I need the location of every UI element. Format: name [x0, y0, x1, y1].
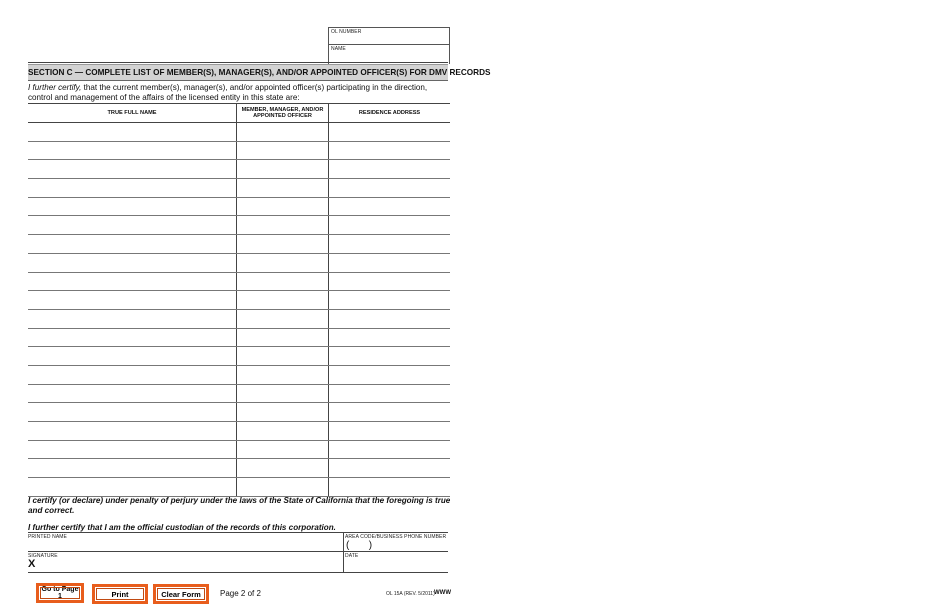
form-www: WWW: [434, 590, 451, 596]
true-full-name-cell[interactable]: [28, 272, 237, 291]
col-member-manager-officer: MEMBER, MANAGER, AND/OR APPOINTED OFFICER: [237, 104, 329, 123]
residence-address-cell[interactable]: [329, 403, 451, 422]
true-full-name-cell[interactable]: [28, 291, 237, 310]
member-role-cell[interactable]: [237, 197, 329, 216]
table-row: [28, 272, 450, 291]
table-row: [28, 160, 450, 179]
table-row: [28, 291, 450, 310]
section-c-title-bar: [28, 65, 491, 81]
signature-x-mark: X: [28, 558, 36, 570]
table-row: [28, 403, 450, 422]
member-role-cell[interactable]: [237, 309, 329, 328]
residence-address-cell[interactable]: [329, 253, 451, 272]
true-full-name-cell[interactable]: [28, 365, 237, 384]
col-true-full-name: TRUE FULL NAME: [28, 104, 237, 123]
member-role-cell[interactable]: [237, 478, 329, 497]
custodian-statement: I further certify that I am the official custodian of the records of this corporation.: [28, 523, 336, 532]
member-role-cell[interactable]: [237, 459, 329, 478]
residence-address-cell[interactable]: [329, 272, 451, 291]
member-role-cell[interactable]: [237, 272, 329, 291]
member-role-cell[interactable]: [237, 440, 329, 459]
intro-text: that the current member(s), manager(s), and/or appointed officer(s) participating in the direction, control and management of the affairs of the licensed entity in this state are:: [28, 83, 428, 102]
table-row: [28, 459, 450, 478]
member-role-cell[interactable]: [237, 403, 329, 422]
table-row: [28, 478, 450, 497]
member-role-cell[interactable]: [237, 141, 329, 160]
true-full-name-cell[interactable]: [28, 253, 237, 272]
member-role-cell[interactable]: [237, 216, 329, 235]
intro-paragraph: [28, 83, 450, 102]
true-full-name-cell[interactable]: [28, 179, 237, 198]
residence-address-cell[interactable]: [329, 384, 451, 403]
print-button[interactable]: Print: [92, 584, 148, 604]
true-full-name-cell[interactable]: [28, 347, 237, 366]
page-indicator: Page 2 of 2: [220, 589, 261, 598]
member-role-cell[interactable]: [237, 160, 329, 179]
true-full-name-cell[interactable]: [28, 216, 237, 235]
table-row: [28, 179, 450, 198]
true-full-name-cell[interactable]: [28, 123, 237, 142]
phone-label: AREA CODE/BUSINESS PHONE NUMBER: [345, 534, 447, 540]
table-row: [28, 253, 450, 272]
signature-label: SIGNATURE: [28, 553, 58, 559]
residence-address-cell[interactable]: [329, 123, 451, 142]
signature-block: [28, 532, 448, 573]
members-table: [28, 103, 450, 497]
ol-number-label: OL NUMBER: [331, 29, 362, 35]
true-full-name-cell[interactable]: [28, 459, 237, 478]
intro-italic: I further certify,: [28, 83, 82, 92]
member-role-cell[interactable]: [237, 291, 329, 310]
residence-address-cell[interactable]: [329, 160, 451, 179]
table-row: [28, 216, 450, 235]
member-role-cell[interactable]: [237, 253, 329, 272]
table-row: [28, 384, 450, 403]
residence-address-cell[interactable]: [329, 365, 451, 384]
table-header-row: [28, 104, 450, 123]
date-label: DATE: [345, 553, 359, 559]
residence-address-cell[interactable]: [329, 179, 451, 198]
true-full-name-cell[interactable]: [28, 422, 237, 441]
form-id: OL 15A (REV. 5/2011): [386, 591, 435, 597]
signature-field[interactable]: [28, 552, 343, 572]
true-full-name-cell[interactable]: [28, 197, 237, 216]
table-row: [28, 309, 450, 328]
table-row: [28, 197, 450, 216]
printed-name-field[interactable]: [28, 533, 343, 551]
table-row: [28, 422, 450, 441]
table-row: [28, 235, 450, 254]
date-field[interactable]: [344, 552, 448, 572]
member-role-cell[interactable]: [237, 365, 329, 384]
true-full-name-cell[interactable]: [28, 141, 237, 160]
residence-address-cell[interactable]: [329, 440, 451, 459]
table-row: [28, 141, 450, 160]
clear-form-button[interactable]: Clear Form: [153, 584, 209, 604]
printed-name-label: PRINTED NAME: [28, 534, 67, 540]
true-full-name-cell[interactable]: [28, 403, 237, 422]
member-role-cell[interactable]: [237, 235, 329, 254]
true-full-name-cell[interactable]: [28, 478, 237, 497]
true-full-name-cell[interactable]: [28, 160, 237, 179]
residence-address-cell[interactable]: [329, 291, 451, 310]
residence-address-cell[interactable]: [329, 141, 451, 160]
true-full-name-cell[interactable]: [28, 235, 237, 254]
section-c-title: SECTION C — COMPLETE LIST OF MEMBER(S), MANAGER(S), AND/OR APPOINTED OFFICER(S) FOR DMV RECORDS: [28, 68, 491, 77]
true-full-name-cell[interactable]: [28, 440, 237, 459]
residence-address-cell[interactable]: [329, 309, 451, 328]
member-role-cell[interactable]: [237, 347, 329, 366]
table-row: [28, 123, 450, 142]
header-divider: [28, 62, 448, 63]
true-full-name-cell[interactable]: [28, 309, 237, 328]
go-to-page-1-button[interactable]: Go to Page 1: [36, 583, 84, 603]
table-row: [28, 440, 450, 459]
col-residence-address: RESIDENCE ADDRESS: [329, 104, 451, 123]
true-full-name-cell[interactable]: [28, 328, 237, 347]
residence-address-cell[interactable]: [329, 459, 451, 478]
member-role-cell[interactable]: [237, 384, 329, 403]
residence-address-cell[interactable]: [329, 422, 451, 441]
true-full-name-cell[interactable]: [28, 384, 237, 403]
ol-number-field[interactable]: [329, 28, 449, 45]
residence-address-cell[interactable]: [329, 478, 451, 497]
table-row: [28, 328, 450, 347]
residence-address-cell[interactable]: [329, 235, 451, 254]
residence-address-cell[interactable]: [329, 216, 451, 235]
member-role-cell[interactable]: [237, 123, 329, 142]
table-row: [28, 365, 450, 384]
table-row: [28, 347, 450, 366]
residence-address-cell[interactable]: [329, 347, 451, 366]
header-id-box: [328, 27, 450, 64]
residence-address-cell[interactable]: [329, 197, 451, 216]
member-role-cell[interactable]: [237, 179, 329, 198]
name-label: NAME: [331, 46, 346, 52]
member-role-cell[interactable]: [237, 328, 329, 347]
member-role-cell[interactable]: [237, 422, 329, 441]
perjury-statement: I certify (or declare) under penalty of perjury under the laws of the State of California that the foregoing is true and correct.: [28, 496, 451, 515]
residence-address-cell[interactable]: [329, 328, 451, 347]
phone-area-code-parens: ( ): [346, 540, 373, 551]
